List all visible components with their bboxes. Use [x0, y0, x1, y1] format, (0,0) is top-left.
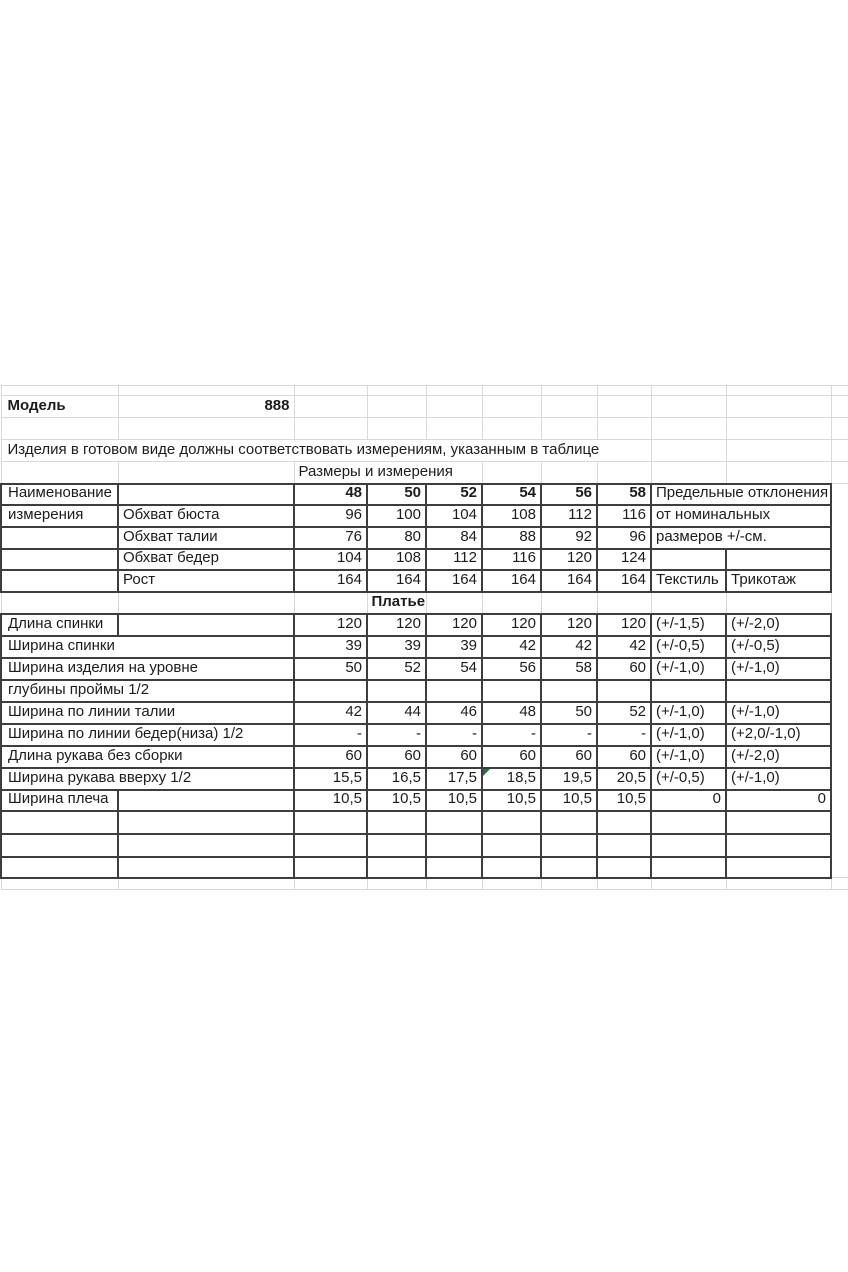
- header-name-cell-2: измерения: [1, 505, 118, 527]
- value-cell: 60: [294, 746, 367, 768]
- empty-cell: [118, 811, 294, 834]
- value-cell: 104: [426, 505, 482, 527]
- tolerance-textile-cell: (+/-0,5): [651, 768, 726, 790]
- empty-cell: [426, 592, 482, 614]
- size-header-cell: 54: [482, 484, 541, 505]
- row-label-cell: Ширина изделия на уровне: [1, 658, 294, 680]
- empty-cell: [482, 592, 541, 614]
- empty-cell: [726, 440, 831, 462]
- empty-cell: [597, 386, 651, 396]
- value-cell: 42: [482, 636, 541, 658]
- value-cell: 112: [541, 505, 597, 527]
- grid-row: [1, 386, 848, 396]
- empty-cell: [118, 614, 294, 636]
- empty-cell: [831, 440, 848, 462]
- tolerance-textile-cell: (+/-1,0): [651, 746, 726, 768]
- margin-cell: [831, 549, 848, 570]
- empty-cell: [831, 386, 848, 396]
- value-cell: -: [482, 724, 541, 746]
- value-cell: 52: [367, 658, 426, 680]
- tolerance-knitwear-cell: (+/-1,0): [726, 702, 831, 724]
- empty-cell: [367, 418, 426, 440]
- value-cell: 15,5: [294, 768, 367, 790]
- value-cell: 164: [367, 570, 426, 592]
- model-row: [1, 396, 848, 418]
- margin-cell: [831, 680, 848, 702]
- empty-cell: [482, 396, 541, 418]
- empty-cell: [367, 396, 426, 418]
- empty-cell: [482, 811, 541, 834]
- value-cell: [482, 768, 541, 790]
- value-cell: 48: [482, 702, 541, 724]
- empty-cell: [726, 462, 831, 484]
- value-cell: 108: [482, 505, 541, 527]
- size-header-row: [1, 484, 848, 505]
- empty-cell: [294, 857, 367, 878]
- deviations-note-cell: от номинальных: [651, 505, 831, 527]
- empty-cell: [118, 592, 294, 614]
- value-cell: 10,5: [294, 790, 367, 811]
- value-cell: 10,5: [482, 790, 541, 811]
- garment-row: [1, 790, 848, 811]
- empty-cell: [294, 811, 367, 834]
- tolerance-knitwear-cell: (+2,0/-1,0): [726, 724, 831, 746]
- margin-cell: [831, 592, 848, 614]
- empty-cell: [541, 857, 597, 878]
- row-label-cell: Ширина по линии бедер(низа) 1/2: [1, 724, 294, 746]
- empty-cell: [651, 857, 726, 878]
- empty-cell: [541, 396, 597, 418]
- value-cell: 120: [597, 614, 651, 636]
- margin-cell: [831, 768, 848, 790]
- size-header-cell: 50: [367, 484, 426, 505]
- value-cell: 116: [597, 505, 651, 527]
- empty-cell: [726, 878, 831, 890]
- value-cell: 56: [482, 658, 541, 680]
- empty-cell: [118, 857, 294, 878]
- value-cell: 120: [367, 614, 426, 636]
- empty-cell: [726, 857, 831, 878]
- empty-cell: [726, 418, 831, 440]
- value-cell: 76: [294, 527, 367, 549]
- margin-cell: [831, 811, 848, 834]
- empty-cell: [597, 462, 651, 484]
- value-cell: -: [541, 724, 597, 746]
- empty-cell: [541, 834, 597, 857]
- value-cell: 120: [541, 614, 597, 636]
- margin-cell: [831, 746, 848, 768]
- size-header-cell: 56: [541, 484, 597, 505]
- empty-cell: [482, 857, 541, 878]
- empty-cell: [118, 462, 294, 484]
- value-cell: 164: [426, 570, 482, 592]
- empty-cell: [651, 680, 726, 702]
- deviations-note-cell: размеров +/-см.: [651, 527, 831, 549]
- value-cell: 164: [294, 570, 367, 592]
- empty-cell: [726, 549, 831, 570]
- body-measurement-row: [1, 505, 848, 527]
- empty-cell: [1, 834, 118, 857]
- value-cell: 88: [482, 527, 541, 549]
- empty-cell: [1, 527, 118, 549]
- tolerance-textile-cell: 0: [651, 790, 726, 811]
- row-label-cell: Ширина по линии талии: [1, 702, 294, 724]
- value-cell: 120: [482, 614, 541, 636]
- note-cell: Изделия в готовом виде должны соответствовать измерениям, указанным в таблице: [1, 440, 651, 462]
- note-row: [1, 440, 848, 462]
- empty-cell: [597, 834, 651, 857]
- value-cell: 39: [426, 636, 482, 658]
- empty-cell: [1, 570, 118, 592]
- value-cell: 60: [426, 746, 482, 768]
- empty-cell: [367, 811, 426, 834]
- row-label-cell: Длина спинки: [1, 614, 118, 636]
- empty-cell: [831, 878, 848, 890]
- empty-cell: [1, 857, 118, 878]
- value-cell: 120: [426, 614, 482, 636]
- tolerance-knitwear-cell: (+/-2,0): [726, 746, 831, 768]
- empty-cell: [426, 418, 482, 440]
- value-cell: 44: [367, 702, 426, 724]
- value-cell: -: [597, 724, 651, 746]
- grid-row: [1, 878, 848, 890]
- value-cell: 164: [482, 570, 541, 592]
- margin-cell: [831, 570, 848, 592]
- value-cell: 60: [597, 746, 651, 768]
- empty-cell: [726, 811, 831, 834]
- value-cell: 92: [541, 527, 597, 549]
- value-cell: 124: [597, 549, 651, 570]
- tolerance-knitwear-cell: (+/-1,0): [726, 768, 831, 790]
- empty-table-row: [1, 857, 848, 878]
- deviations-title-cell: Предельные отклонения: [651, 484, 831, 505]
- garment-section-title-cell: Платье: [367, 592, 426, 614]
- empty-cell: [367, 857, 426, 878]
- value-cell: 96: [294, 505, 367, 527]
- empty-cell: [482, 386, 541, 396]
- tolerance-textile-cell: (+/-1,0): [651, 658, 726, 680]
- empty-cell: [726, 592, 831, 614]
- empty-cell: [426, 811, 482, 834]
- empty-table-row: [1, 811, 848, 834]
- empty-cell: [597, 418, 651, 440]
- value-cell: 60: [367, 746, 426, 768]
- value-cell: 104: [294, 549, 367, 570]
- size-header-cell: 48: [294, 484, 367, 505]
- row-label-cell: Ширина спинки: [1, 636, 294, 658]
- value-cell: 112: [426, 549, 482, 570]
- value-cell: 60: [541, 746, 597, 768]
- tolerance-knitwear-cell: (+/-1,0): [726, 658, 831, 680]
- sizes-title-cell: Размеры и измерения: [294, 462, 482, 484]
- garment-row: [1, 724, 848, 746]
- empty-cell: [1, 386, 118, 396]
- tolerance-textile-cell: (+/-1,5): [651, 614, 726, 636]
- empty-cell: [482, 834, 541, 857]
- empty-cell: [831, 418, 848, 440]
- model-value-cell: 888: [118, 396, 294, 418]
- empty-cell: [651, 440, 726, 462]
- empty-cell: [831, 462, 848, 484]
- value-cell: 50: [541, 702, 597, 724]
- garment-row: [1, 768, 848, 790]
- value-cell: 39: [367, 636, 426, 658]
- value-cell: -: [367, 724, 426, 746]
- row-label-cell: Ширина рукава вверху 1/2: [1, 768, 294, 790]
- empty-cell: [726, 680, 831, 702]
- value-cell: 108: [367, 549, 426, 570]
- row-label-cell: Рост: [118, 570, 294, 592]
- garment-row: [1, 746, 848, 768]
- value-cell: 39: [294, 636, 367, 658]
- tolerance-knitwear-cell: 0: [726, 790, 831, 811]
- empty-cell: [294, 396, 367, 418]
- value-cell: 164: [541, 570, 597, 592]
- value-cell: 120: [294, 614, 367, 636]
- empty-cell: [367, 834, 426, 857]
- empty-cell: [651, 549, 726, 570]
- margin-cell: [831, 834, 848, 857]
- empty-cell: [426, 857, 482, 878]
- garment-section-title-row: [1, 592, 848, 614]
- value-cell: 42: [294, 702, 367, 724]
- empty-cell: [294, 418, 367, 440]
- empty-cell: [482, 462, 541, 484]
- margin-cell: [831, 658, 848, 680]
- size-header-cell: 52: [426, 484, 482, 505]
- body-measurement-row: [1, 527, 848, 549]
- tolerance-knitwear-cell: (+/-0,5): [726, 636, 831, 658]
- row-label-cell: Обхват бюста: [118, 505, 294, 527]
- header-name-cell: Наименование: [1, 484, 118, 505]
- size-header-cell: 58: [597, 484, 651, 505]
- empty-cell: [426, 396, 482, 418]
- empty-cell: [118, 386, 294, 396]
- value-cell: 46: [426, 702, 482, 724]
- value-cell: 19,5: [541, 768, 597, 790]
- value-cell: 80: [367, 527, 426, 549]
- value-text: 18,5: [506, 768, 536, 786]
- value-cell: 164: [597, 570, 651, 592]
- empty-cell: [651, 418, 726, 440]
- empty-cell: [831, 396, 848, 418]
- sizes-title-row: [1, 462, 848, 484]
- empty-cell: [597, 878, 651, 890]
- empty-cell: [597, 857, 651, 878]
- value-cell: 116: [482, 549, 541, 570]
- row-label-cell: Ширина плеча: [1, 790, 118, 811]
- textile-header-cell: Текстиль: [651, 570, 726, 592]
- empty-cell: [597, 396, 651, 418]
- value-cell: 16,5: [367, 768, 426, 790]
- row-label-cell: Обхват бедер: [118, 549, 294, 570]
- value-cell: -: [294, 724, 367, 746]
- tolerance-textile-cell: (+/-1,0): [651, 724, 726, 746]
- size-chart-table: [0, 385, 848, 890]
- empty-cell: [294, 680, 367, 702]
- value-cell: 10,5: [597, 790, 651, 811]
- empty-cell: [118, 878, 294, 890]
- empty-cell: [726, 834, 831, 857]
- empty-cell: [541, 680, 597, 702]
- garment-row: [1, 680, 848, 702]
- value-cell: 10,5: [367, 790, 426, 811]
- body-measurement-row: [1, 549, 848, 570]
- value-cell: 50: [294, 658, 367, 680]
- value-cell: 84: [426, 527, 482, 549]
- empty-cell: [651, 811, 726, 834]
- body-measurement-row: [1, 570, 848, 592]
- empty-cell: [597, 680, 651, 702]
- row-label-cell: Обхват талии: [118, 527, 294, 549]
- row-label-cell: глубины проймы 1/2: [1, 680, 294, 702]
- empty-cell: [294, 878, 367, 890]
- empty-cell: [726, 386, 831, 396]
- value-cell: 17,5: [426, 768, 482, 790]
- value-cell: 100: [367, 505, 426, 527]
- empty-cell: [726, 396, 831, 418]
- empty-cell: [294, 592, 367, 614]
- value-cell: 96: [597, 527, 651, 549]
- empty-cell: [426, 680, 482, 702]
- margin-cell: [831, 484, 848, 505]
- empty-cell: [541, 811, 597, 834]
- empty-cell: [1, 592, 118, 614]
- value-cell: 58: [541, 658, 597, 680]
- empty-cell: [118, 484, 294, 505]
- empty-cell: [651, 462, 726, 484]
- margin-cell: [831, 527, 848, 549]
- empty-cell: [294, 834, 367, 857]
- empty-cell: [541, 592, 597, 614]
- margin-cell: [831, 702, 848, 724]
- knitwear-header-cell: Трикотаж: [726, 570, 831, 592]
- garment-row: [1, 636, 848, 658]
- tolerance-knitwear-cell: (+/-2,0): [726, 614, 831, 636]
- margin-cell: [831, 614, 848, 636]
- margin-cell: [831, 724, 848, 746]
- empty-cell: [597, 592, 651, 614]
- empty-cell: [118, 790, 294, 811]
- empty-cell: [541, 386, 597, 396]
- empty-cell: [482, 680, 541, 702]
- empty-cell: [1, 418, 118, 440]
- value-cell: 10,5: [541, 790, 597, 811]
- empty-cell: [651, 386, 726, 396]
- garment-row: [1, 614, 848, 636]
- empty-cell: [367, 878, 426, 890]
- margin-cell: [831, 857, 848, 878]
- model-label-cell: Модель: [1, 396, 118, 418]
- empty-cell: [426, 834, 482, 857]
- empty-cell: [651, 396, 726, 418]
- row-label-cell: Длина рукава без сборки: [1, 746, 294, 768]
- value-cell: 10,5: [426, 790, 482, 811]
- value-cell: 42: [597, 636, 651, 658]
- empty-cell: [426, 878, 482, 890]
- empty-cell: [118, 834, 294, 857]
- value-cell: 60: [597, 658, 651, 680]
- spreadsheet-size-chart: [0, 385, 848, 890]
- margin-cell: [831, 790, 848, 811]
- cell-error-indicator-icon: [483, 769, 490, 776]
- tolerance-textile-cell: (+/-1,0): [651, 702, 726, 724]
- value-cell: 20,5: [597, 768, 651, 790]
- margin-cell: [831, 505, 848, 527]
- empty-cell: [426, 386, 482, 396]
- empty-cell: [541, 878, 597, 890]
- empty-cell: [482, 878, 541, 890]
- empty-cell: [651, 878, 726, 890]
- empty-cell: [367, 680, 426, 702]
- empty-cell: [118, 418, 294, 440]
- empty-cell: [1, 878, 118, 890]
- empty-cell: [597, 811, 651, 834]
- empty-cell: [367, 386, 426, 396]
- value-cell: 120: [541, 549, 597, 570]
- empty-cell: [541, 462, 597, 484]
- empty-cell: [651, 592, 726, 614]
- value-cell: 54: [426, 658, 482, 680]
- tolerance-textile-cell: (+/-0,5): [651, 636, 726, 658]
- value-cell: 42: [541, 636, 597, 658]
- empty-cell: [1, 462, 118, 484]
- value-cell: 52: [597, 702, 651, 724]
- empty-table-row: [1, 834, 848, 857]
- value-cell: 60: [482, 746, 541, 768]
- garment-row: [1, 658, 848, 680]
- empty-cell: [651, 834, 726, 857]
- grid-row: [1, 418, 848, 440]
- empty-cell: [1, 549, 118, 570]
- empty-cell: [482, 418, 541, 440]
- empty-cell: [294, 386, 367, 396]
- value-cell: -: [426, 724, 482, 746]
- garment-row: [1, 702, 848, 724]
- empty-cell: [541, 418, 597, 440]
- margin-cell: [831, 636, 848, 658]
- empty-cell: [1, 811, 118, 834]
